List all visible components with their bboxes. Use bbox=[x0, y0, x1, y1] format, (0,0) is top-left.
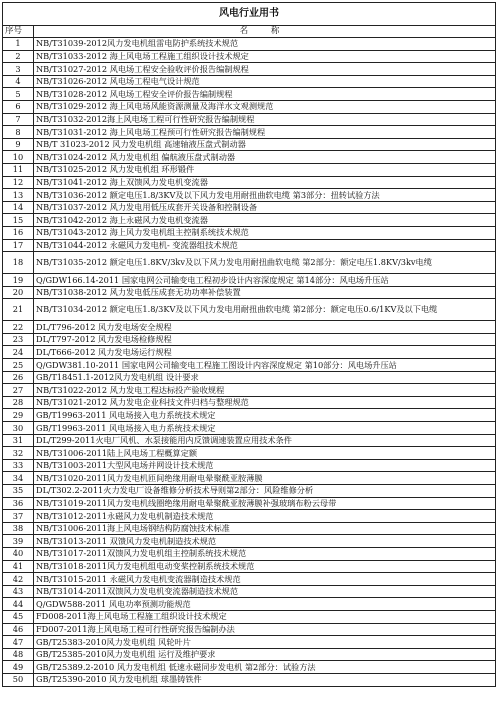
row-seq: 41 bbox=[3, 560, 34, 573]
row-standard-name: DL/T302.2-2011火力发电厂设备维修分析技术导则第2部分：风险维修分析 bbox=[34, 485, 496, 498]
row-standard-name: NB/T31021-2012 风力发电企业科技文件归档与整理规范 bbox=[34, 396, 496, 409]
row-standard-name: GB/T25383-2010风力发电机组 风轮叶片 bbox=[34, 636, 496, 649]
table-row bbox=[3, 610, 496, 623]
row-standard-name: GB/T25385-2010风力发电机组 运行及维护要求 bbox=[34, 648, 496, 661]
table-row bbox=[3, 661, 496, 674]
table-row bbox=[3, 573, 496, 586]
row-standard-name: NB/T31044-2012 永磁风力发电机- 变流器组技术规范 bbox=[34, 239, 496, 252]
table-row bbox=[3, 126, 496, 139]
row-standard-name: GB/T18451.1-2012风力发电机组 设计要求 bbox=[34, 371, 496, 384]
row-standard-name: NB/T31038-2012 风力发电低压成套无功功率补偿装置 bbox=[34, 286, 496, 299]
row-standard-name: Q/GDW166.14-2011 国家电网公司输变电工程初步设计内容深度规定 第14部分：风电场升压站 bbox=[34, 274, 496, 287]
table-row bbox=[3, 138, 496, 151]
row-seq: 27 bbox=[3, 384, 34, 397]
row-standard-name: NB/T31024-2012 风力发电机组 偏航液压盘式制动器 bbox=[34, 151, 496, 164]
row-standard-name: NB/T31020-2011风力发电机匝间绝缘用耐电晕聚酰亚胺薄膜 bbox=[34, 472, 496, 485]
row-seq: 26 bbox=[3, 371, 34, 384]
row-seq: 25 bbox=[3, 359, 34, 372]
row-standard-name: NB/T31034-2012 额定电压1.8/3KV及以下风力发电用耐扭曲软电缆 第2部分：额定电压0.6/1KV及以下电缆 bbox=[34, 299, 496, 321]
row-standard-name: FD008-2011海上风电场工程施工组织设计技术规定 bbox=[34, 610, 496, 623]
row-standard-name: NB/T31015-2011 永磁风力发电机变流器制造技术规范 bbox=[34, 573, 496, 586]
row-seq: 22 bbox=[3, 321, 34, 334]
table-row bbox=[3, 472, 496, 485]
row-seq: 29 bbox=[3, 409, 34, 422]
table-row bbox=[3, 648, 496, 661]
table-row bbox=[3, 422, 496, 435]
table-row bbox=[3, 176, 496, 189]
row-seq: 38 bbox=[3, 522, 34, 535]
row-seq: 42 bbox=[3, 573, 34, 586]
header-name: 名 称 bbox=[34, 26, 496, 38]
table-row bbox=[3, 151, 496, 164]
row-standard-name: NB/T31019-2011风力发电机线圈绝缘用耐电晕聚酰亚胺薄膜补强玻璃布粉云母带 bbox=[34, 497, 496, 510]
row-seq: 9 bbox=[3, 138, 34, 151]
table-row bbox=[3, 163, 496, 176]
standards-table bbox=[2, 25, 496, 687]
row-standard-name: GB/T19963-2011 风电场接入电力系统技术规定 bbox=[34, 409, 496, 422]
row-standard-name: DL/T299-2011火电厂风机、水泵接能用内反馈调速装置应用技术条件 bbox=[34, 434, 496, 447]
table-row bbox=[3, 384, 496, 397]
row-seq: 7 bbox=[3, 113, 34, 126]
row-seq: 49 bbox=[3, 661, 34, 674]
row-seq: 31 bbox=[3, 434, 34, 447]
row-standard-name: NB/T31014-2011双馈风力发电机变流器制造技术规范 bbox=[34, 585, 496, 598]
table-row bbox=[3, 274, 496, 287]
row-standard-name: NB/T31036-2012 额定电压1.8/3KV及以下风力发电用耐扭曲软电缆 第3部分：扭转试验方法 bbox=[34, 189, 496, 202]
row-standard-name: NB/T31018-2011风力发电机组电动变桨控制系统技术规范 bbox=[34, 560, 496, 573]
row-standard-name: NB/T31029-2012 海上风电场风能资源测量及海洋水文观测规范 bbox=[34, 100, 496, 113]
row-standard-name: Q/GDW381.10-2011 国家电网公司输变电工程施工图设计内容深度规定 第10部分：风电场升压站 bbox=[34, 359, 496, 372]
table-row bbox=[3, 214, 496, 227]
row-standard-name: DL/T797-2012 风力发电场检修规程 bbox=[34, 333, 496, 346]
row-seq: 17 bbox=[3, 239, 34, 252]
row-standard-name: NB/T31027-2012 风电场工程安全验收评价报告编制规程 bbox=[34, 63, 496, 76]
row-standard-name: NB/T31026-2012 风电场工程电气设计规范 bbox=[34, 75, 496, 88]
standards-sheet bbox=[2, 2, 496, 687]
table-row bbox=[3, 396, 496, 409]
table-row bbox=[3, 252, 496, 274]
row-seq: 35 bbox=[3, 485, 34, 498]
row-seq: 33 bbox=[3, 459, 34, 472]
row-standard-name: GB/T19963-2011 风电场接入电力系统技术规定 bbox=[34, 422, 496, 435]
row-standard-name: NB/T31006-2011海上风电场钢结构防腐蚀技术标准 bbox=[34, 522, 496, 535]
row-seq: 34 bbox=[3, 472, 34, 485]
table-row bbox=[3, 371, 496, 384]
row-seq: 13 bbox=[3, 189, 34, 202]
row-seq: 3 bbox=[3, 63, 34, 76]
table-row bbox=[3, 497, 496, 510]
row-seq: 14 bbox=[3, 201, 34, 214]
row-standard-name: FD007-2011海上风电场工程可行性研究报告编制办法 bbox=[34, 623, 496, 636]
row-seq: 37 bbox=[3, 510, 34, 523]
table-row bbox=[3, 636, 496, 649]
row-standard-name: NB/T31028-2012 风电场工程安全评价报告编制规程 bbox=[34, 88, 496, 101]
row-standard-name: NB/T 31023-2012 风力发电机组 高速轴液压盘式制动器 bbox=[34, 138, 496, 151]
table-row bbox=[3, 673, 496, 686]
table-row bbox=[3, 201, 496, 214]
table-row bbox=[3, 286, 496, 299]
row-standard-name: NB/T31037-2012 风力发电用低压成套开关设备和控制设备 bbox=[34, 201, 496, 214]
row-seq: 11 bbox=[3, 163, 34, 176]
row-standard-name: NB/T31025-2012 风力发电机组 环形锻件 bbox=[34, 163, 496, 176]
row-standard-name: NB/T31041-2012 海上双馈风力发电机变流器 bbox=[34, 176, 496, 189]
row-seq: 10 bbox=[3, 151, 34, 164]
table-row bbox=[3, 346, 496, 359]
row-seq: 44 bbox=[3, 598, 34, 611]
table-row bbox=[3, 189, 496, 202]
table-row bbox=[3, 299, 496, 321]
row-standard-name: NB/T31031-2012 海上风电场工程预可行性研究报告编制规程 bbox=[34, 126, 496, 139]
row-seq: 36 bbox=[3, 497, 34, 510]
row-seq: 47 bbox=[3, 636, 34, 649]
row-seq: 48 bbox=[3, 648, 34, 661]
header-row bbox=[3, 26, 496, 38]
row-seq: 45 bbox=[3, 610, 34, 623]
table-row bbox=[3, 50, 496, 63]
table-row bbox=[3, 459, 496, 472]
row-seq: 1 bbox=[3, 38, 34, 51]
row-seq: 15 bbox=[3, 214, 34, 227]
row-seq: 50 bbox=[3, 673, 34, 686]
row-standard-name: NB/T31035-2012 额定电压1.8KV/3kv及以下风力发电用耐扭曲软电缆 第2部分：额定电压1.8KV/3kv电缆 bbox=[34, 252, 496, 274]
row-seq: 28 bbox=[3, 396, 34, 409]
table-row bbox=[3, 522, 496, 535]
row-standard-name: NB/T31039-2012风力发电机组雷电防护系统技术规范 bbox=[34, 38, 496, 51]
row-seq: 24 bbox=[3, 346, 34, 359]
table-row bbox=[3, 38, 496, 51]
row-seq: 18 bbox=[3, 252, 34, 274]
table-row bbox=[3, 560, 496, 573]
table-row bbox=[3, 547, 496, 560]
sheet-title: 风电行业用书 bbox=[2, 2, 496, 25]
table-row bbox=[3, 434, 496, 447]
row-standard-name: NB/T31013-2011 双馈风力发电机制造技术规范 bbox=[34, 535, 496, 548]
row-standard-name: NB/T31032-2012海上风电场工程可行性研究报告编制规程 bbox=[34, 113, 496, 126]
row-seq: 5 bbox=[3, 88, 34, 101]
table-row bbox=[3, 510, 496, 523]
row-seq: 21 bbox=[3, 299, 34, 321]
row-standard-name: GB/T25390-2010 风力发电机组 球墨铸铁件 bbox=[34, 673, 496, 686]
table-row bbox=[3, 359, 496, 372]
row-seq: 39 bbox=[3, 535, 34, 548]
row-seq: 20 bbox=[3, 286, 34, 299]
row-seq: 6 bbox=[3, 100, 34, 113]
table-row bbox=[3, 485, 496, 498]
row-seq: 30 bbox=[3, 422, 34, 435]
table-body bbox=[3, 38, 496, 687]
row-seq: 32 bbox=[3, 447, 34, 460]
row-seq: 46 bbox=[3, 623, 34, 636]
row-standard-name: NB/T31043-2012 海上风力发电机组主控制系统技术规范 bbox=[34, 226, 496, 239]
row-seq: 43 bbox=[3, 585, 34, 598]
row-seq: 4 bbox=[3, 75, 34, 88]
row-standard-name: GB/T25389.2-2010 风力发电机组 低速永磁同步发电机 第2部分：试验方法 bbox=[34, 661, 496, 674]
table-row bbox=[3, 409, 496, 422]
row-standard-name: DL/T666-2012 风力发电场运行规程 bbox=[34, 346, 496, 359]
row-seq: 16 bbox=[3, 226, 34, 239]
table-row bbox=[3, 100, 496, 113]
table-row bbox=[3, 113, 496, 126]
table-row bbox=[3, 333, 496, 346]
table-row bbox=[3, 88, 496, 101]
table-row bbox=[3, 75, 496, 88]
row-seq: 40 bbox=[3, 547, 34, 560]
row-standard-name: NB/T31012-2011永磁风力发电机制造技术规范 bbox=[34, 510, 496, 523]
table-row bbox=[3, 63, 496, 76]
row-seq: 19 bbox=[3, 274, 34, 287]
row-seq: 8 bbox=[3, 126, 34, 139]
row-standard-name: NB/T31006-2011陆上风电场工程概算定额 bbox=[34, 447, 496, 460]
table-row bbox=[3, 585, 496, 598]
row-standard-name: NB/T31017-2011双馈风力发电机组主控制系统技术规范 bbox=[34, 547, 496, 560]
row-standard-name: DL/T796-2012 风力发电场安全规程 bbox=[34, 321, 496, 334]
row-seq: 23 bbox=[3, 333, 34, 346]
table-row bbox=[3, 623, 496, 636]
row-standard-name: NB/T31042-2012 海上永磁风力发电机变流器 bbox=[34, 214, 496, 227]
row-standard-name: NB/T31003-2011大型风电场并网设计技术规范 bbox=[34, 459, 496, 472]
table-row bbox=[3, 226, 496, 239]
table-row bbox=[3, 239, 496, 252]
row-seq: 12 bbox=[3, 176, 34, 189]
table-row bbox=[3, 535, 496, 548]
row-standard-name: NB/T31022-2012 风力发电工程达标投产验收规程 bbox=[34, 384, 496, 397]
row-standard-name: Q/GDW588-2011 风电功率预测功能规范 bbox=[34, 598, 496, 611]
row-standard-name: NB/T31033-2012 海上风电场工程施工组织设计技术规定 bbox=[34, 50, 496, 63]
table-row bbox=[3, 598, 496, 611]
row-seq: 2 bbox=[3, 50, 34, 63]
table-row bbox=[3, 447, 496, 460]
header-seq: 序号 bbox=[3, 26, 34, 38]
table-row bbox=[3, 321, 496, 334]
